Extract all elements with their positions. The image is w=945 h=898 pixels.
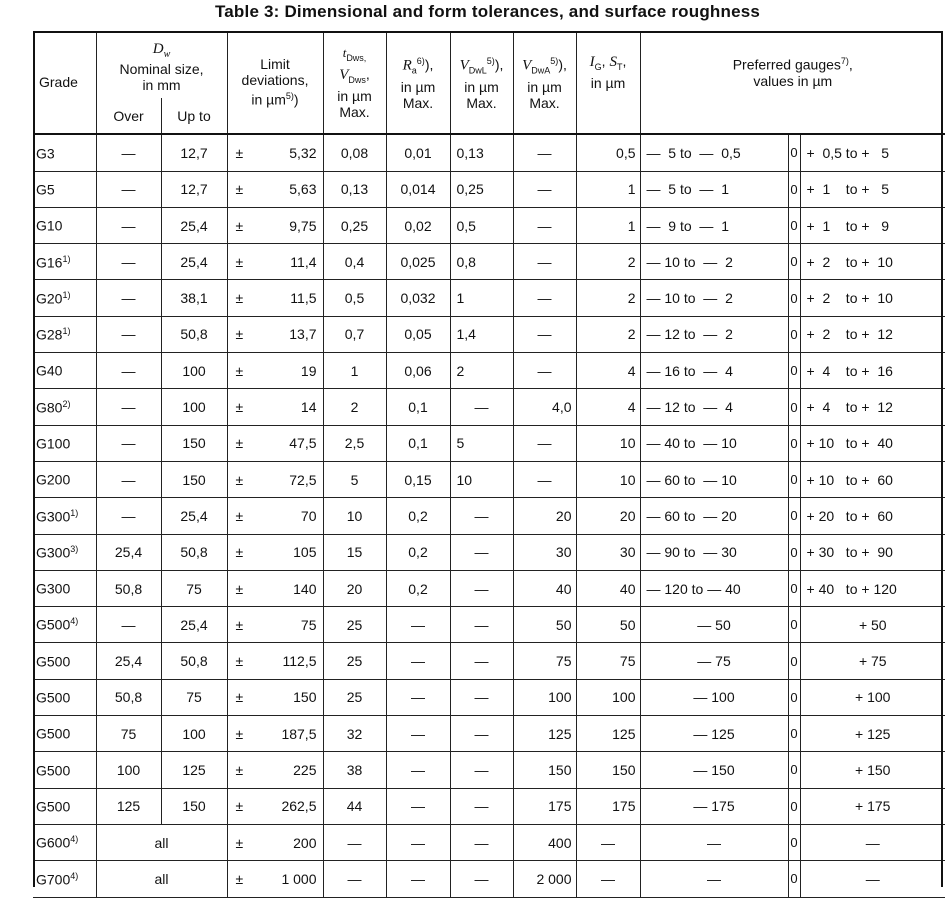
cell-vdwl: 2 bbox=[450, 353, 513, 389]
cell-ig-st: 2 bbox=[576, 280, 640, 316]
cell-ra: — bbox=[386, 607, 450, 643]
cell-limit-deviation: ± 19 bbox=[227, 353, 323, 389]
table-row bbox=[33, 280, 945, 316]
table-row bbox=[33, 134, 945, 171]
cell-vdwl: — bbox=[450, 643, 513, 679]
cell-gauge-negative: — 100 bbox=[640, 679, 788, 715]
cell-vdwa: — bbox=[513, 280, 576, 316]
cell-over: 50,8 bbox=[96, 570, 161, 606]
header-preferred-gauges: Preferred gauges$^{7)}$, values in µm bbox=[640, 31, 945, 134]
table-row bbox=[33, 607, 945, 643]
cell-tdws: 25 bbox=[323, 643, 386, 679]
cell-grade: G300 bbox=[33, 570, 96, 606]
cell-ra: 0,15 bbox=[386, 461, 450, 497]
cell-gauge-negative: — 12 to — 2 bbox=[640, 316, 788, 352]
cell-nominal-all: all bbox=[96, 861, 227, 897]
cell-grade: G500 bbox=[33, 788, 96, 824]
cell-grade: G300$^{1)}$ bbox=[33, 498, 96, 534]
cell-upto: 150 bbox=[161, 425, 227, 461]
table-row bbox=[33, 679, 945, 715]
cell-gauge-positive: + 150 bbox=[800, 752, 945, 788]
cell-ig-st: 150 bbox=[576, 752, 640, 788]
cell-over: — bbox=[96, 280, 161, 316]
header-vdwl: $V_{DwL}^{5)}$), in µm Max. bbox=[450, 31, 513, 134]
cell-gauge-negative: — 50 bbox=[640, 607, 788, 643]
cell-over: — bbox=[96, 134, 161, 171]
cell-gauge-negative: — 125 bbox=[640, 716, 788, 752]
cell-gauge-zero: 0 bbox=[788, 280, 800, 316]
cell-upto: 25,4 bbox=[161, 207, 227, 243]
cell-vdwl: — bbox=[450, 679, 513, 715]
cell-vdwa: — bbox=[513, 244, 576, 280]
cell-gauge-negative: — 120 to — 40 bbox=[640, 570, 788, 606]
header-tdws-vdws: $t_{Dws,}$ $V_{Dws}$, in µm Max. bbox=[323, 31, 386, 134]
cell-ra: 0,1 bbox=[386, 389, 450, 425]
cell-over: — bbox=[96, 353, 161, 389]
cell-over: — bbox=[96, 607, 161, 643]
cell-tdws: 0,5 bbox=[323, 280, 386, 316]
cell-vdwl: 5 bbox=[450, 425, 513, 461]
cell-gauge-negative: — 175 bbox=[640, 788, 788, 824]
cell-gauge-negative: — 12 to — 4 bbox=[640, 389, 788, 425]
cell-gauge-zero: 0 bbox=[788, 425, 800, 461]
table-row bbox=[33, 461, 945, 497]
cell-grade: G700$^{4)}$ bbox=[33, 861, 96, 897]
cell-vdwl: — bbox=[450, 498, 513, 534]
cell-over: — bbox=[96, 244, 161, 280]
cell-tdws: 0,4 bbox=[323, 244, 386, 280]
cell-limit-deviation: ± 14 bbox=[227, 389, 323, 425]
cell-tdws: 10 bbox=[323, 498, 386, 534]
cell-grade: G500$^{4)}$ bbox=[33, 607, 96, 643]
cell-gauge-zero: 0 bbox=[788, 171, 800, 207]
cell-ra: — bbox=[386, 716, 450, 752]
cell-limit-deviation: ± 112,5 bbox=[227, 643, 323, 679]
cell-over: — bbox=[96, 389, 161, 425]
cell-grade: G16$^{1)}$ bbox=[33, 244, 96, 280]
table-row bbox=[33, 389, 945, 425]
cell-limit-deviation: ± 75 bbox=[227, 607, 323, 643]
cell-upto: 50,8 bbox=[161, 643, 227, 679]
table-row bbox=[33, 171, 945, 207]
cell-vdwa: 150 bbox=[513, 752, 576, 788]
cell-gauge-positive: + 10 to + 60 bbox=[800, 461, 945, 497]
header-ra: $R_a^{6)}$), in µm Max. bbox=[386, 31, 450, 134]
cell-upto: 75 bbox=[161, 679, 227, 715]
cell-upto: 38,1 bbox=[161, 280, 227, 316]
cell-vdwl: 1 bbox=[450, 280, 513, 316]
table-row bbox=[33, 824, 945, 860]
cell-gauge-negative: — 75 bbox=[640, 643, 788, 679]
cell-limit-deviation: ± 47,5 bbox=[227, 425, 323, 461]
cell-gauge-positive: + 2 to + 10 bbox=[800, 280, 945, 316]
cell-gauge-zero: 0 bbox=[788, 498, 800, 534]
cell-over: 25,4 bbox=[96, 643, 161, 679]
cell-vdwa: 30 bbox=[513, 534, 576, 570]
cell-upto: 150 bbox=[161, 788, 227, 824]
cell-tdws: 2 bbox=[323, 389, 386, 425]
cell-limit-deviation: ± 9,75 bbox=[227, 207, 323, 243]
cell-vdwa: 2 000 bbox=[513, 861, 576, 897]
cell-grade: G500 bbox=[33, 752, 96, 788]
cell-vdwa: — bbox=[513, 207, 576, 243]
cell-vdwl: 0,8 bbox=[450, 244, 513, 280]
cell-grade: G200 bbox=[33, 461, 96, 497]
cell-over: — bbox=[96, 498, 161, 534]
cell-gauge-positive: + 75 bbox=[800, 643, 945, 679]
cell-gauge-negative: — 9 to — 1 bbox=[640, 207, 788, 243]
cell-limit-deviation: ± 262,5 bbox=[227, 788, 323, 824]
cell-gauge-positive: + 125 bbox=[800, 716, 945, 752]
cell-over: — bbox=[96, 461, 161, 497]
cell-vdwa: — bbox=[513, 171, 576, 207]
cell-ig-st: 75 bbox=[576, 643, 640, 679]
cell-gauge-zero: 0 bbox=[788, 679, 800, 715]
cell-gauge-zero: 0 bbox=[788, 389, 800, 425]
cell-tdws: 2,5 bbox=[323, 425, 386, 461]
cell-vdwl: — bbox=[450, 861, 513, 897]
cell-gauge-negative: — bbox=[640, 861, 788, 897]
cell-gauge-positive: + 30 to + 90 bbox=[800, 534, 945, 570]
header-upto: Up to bbox=[161, 98, 227, 134]
cell-upto: 75 bbox=[161, 570, 227, 606]
cell-gauge-zero: 0 bbox=[788, 716, 800, 752]
cell-grade: G80$^{2)}$ bbox=[33, 389, 96, 425]
cell-ig-st: — bbox=[576, 824, 640, 860]
cell-ra: — bbox=[386, 788, 450, 824]
cell-vdwl: 10 bbox=[450, 461, 513, 497]
cell-grade: G40 bbox=[33, 353, 96, 389]
cell-upto: 100 bbox=[161, 389, 227, 425]
cell-gauge-zero: 0 bbox=[788, 461, 800, 497]
cell-grade: G5 bbox=[33, 171, 96, 207]
cell-ra: 0,05 bbox=[386, 316, 450, 352]
cell-gauge-positive: + 4 to + 16 bbox=[800, 353, 945, 389]
cell-vdwl: 0,25 bbox=[450, 171, 513, 207]
cell-vdwa: 125 bbox=[513, 716, 576, 752]
cell-limit-deviation: ± 11,4 bbox=[227, 244, 323, 280]
cell-vdwl: — bbox=[450, 788, 513, 824]
tolerance-table bbox=[33, 31, 945, 898]
cell-grade: G10 bbox=[33, 207, 96, 243]
cell-ig-st: 20 bbox=[576, 498, 640, 534]
cell-gauge-zero: 0 bbox=[788, 607, 800, 643]
cell-tdws: 0,25 bbox=[323, 207, 386, 243]
header-vdwa: $V_{DwA}^{5)}$), in µm Max. bbox=[513, 31, 576, 134]
cell-tdws: 0,08 bbox=[323, 134, 386, 171]
cell-gauge-zero: 0 bbox=[788, 570, 800, 606]
cell-gauge-negative: — 10 to — 2 bbox=[640, 244, 788, 280]
cell-ra: 0,06 bbox=[386, 353, 450, 389]
cell-grade: G28$^{1)}$ bbox=[33, 316, 96, 352]
cell-gauge-positive: + 2 to + 10 bbox=[800, 244, 945, 280]
cell-upto: 12,7 bbox=[161, 171, 227, 207]
cell-gauge-zero: 0 bbox=[788, 353, 800, 389]
cell-vdwa: — bbox=[513, 353, 576, 389]
cell-grade: G100 bbox=[33, 425, 96, 461]
table-row bbox=[33, 861, 945, 897]
table-row bbox=[33, 788, 945, 824]
cell-tdws: — bbox=[323, 861, 386, 897]
cell-gauge-negative: — bbox=[640, 824, 788, 860]
cell-vdwl: — bbox=[450, 534, 513, 570]
header-over: Over bbox=[96, 98, 161, 134]
cell-upto: 25,4 bbox=[161, 498, 227, 534]
cell-vdwa: 175 bbox=[513, 788, 576, 824]
cell-ra: 0,025 bbox=[386, 244, 450, 280]
cell-ra: 0,02 bbox=[386, 207, 450, 243]
cell-gauge-positive: + 40 to + 120 bbox=[800, 570, 945, 606]
cell-over: 50,8 bbox=[96, 679, 161, 715]
cell-grade: G600$^{4)}$ bbox=[33, 824, 96, 860]
cell-ra: — bbox=[386, 861, 450, 897]
cell-gauge-negative: — 40 to — 10 bbox=[640, 425, 788, 461]
cell-ig-st: 4 bbox=[576, 353, 640, 389]
cell-upto: 50,8 bbox=[161, 534, 227, 570]
cell-limit-deviation: ± 13,7 bbox=[227, 316, 323, 352]
cell-tdws: 44 bbox=[323, 788, 386, 824]
cell-grade: G500 bbox=[33, 679, 96, 715]
cell-ig-st: 125 bbox=[576, 716, 640, 752]
cell-tdws: 32 bbox=[323, 716, 386, 752]
cell-gauge-positive: + 10 to + 40 bbox=[800, 425, 945, 461]
cell-ra: 0,2 bbox=[386, 570, 450, 606]
cell-gauge-negative: — 60 to — 20 bbox=[640, 498, 788, 534]
cell-over: — bbox=[96, 316, 161, 352]
cell-upto: 25,4 bbox=[161, 607, 227, 643]
cell-vdwl: — bbox=[450, 570, 513, 606]
cell-tdws: 25 bbox=[323, 679, 386, 715]
cell-ig-st: 50 bbox=[576, 607, 640, 643]
cell-vdwl: — bbox=[450, 824, 513, 860]
cell-tdws: 5 bbox=[323, 461, 386, 497]
cell-gauge-zero: 0 bbox=[788, 824, 800, 860]
cell-ig-st: 0,5 bbox=[576, 134, 640, 171]
cell-gauge-positive: + 100 bbox=[800, 679, 945, 715]
cell-over: 25,4 bbox=[96, 534, 161, 570]
table-row bbox=[33, 244, 945, 280]
cell-ra: 0,1 bbox=[386, 425, 450, 461]
cell-tdws: 15 bbox=[323, 534, 386, 570]
cell-limit-deviation: ± 200 bbox=[227, 824, 323, 860]
cell-upto: 125 bbox=[161, 752, 227, 788]
cell-limit-deviation: ± 5,63 bbox=[227, 171, 323, 207]
cell-ig-st: 10 bbox=[576, 461, 640, 497]
cell-vdwl: 0,13 bbox=[450, 134, 513, 171]
cell-ig-st: 10 bbox=[576, 425, 640, 461]
cell-gauge-zero: 0 bbox=[788, 788, 800, 824]
cell-vdwa: — bbox=[513, 316, 576, 352]
cell-ra: 0,01 bbox=[386, 134, 450, 171]
cell-grade: G300$^{3)}$ bbox=[33, 534, 96, 570]
table-row bbox=[33, 752, 945, 788]
table-row bbox=[33, 498, 945, 534]
cell-vdwl: — bbox=[450, 716, 513, 752]
cell-limit-deviation: ± 1 000 bbox=[227, 861, 323, 897]
cell-gauge-positive: + 175 bbox=[800, 788, 945, 824]
cell-ig-st: 30 bbox=[576, 534, 640, 570]
cell-gauge-positive: + 1 to + 9 bbox=[800, 207, 945, 243]
cell-gauge-positive: + 20 to + 60 bbox=[800, 498, 945, 534]
cell-ig-st: 1 bbox=[576, 171, 640, 207]
cell-ig-st: 4 bbox=[576, 389, 640, 425]
cell-gauge-zero: 0 bbox=[788, 643, 800, 679]
cell-grade: G500 bbox=[33, 643, 96, 679]
cell-tdws: 25 bbox=[323, 607, 386, 643]
cell-vdwa: — bbox=[513, 461, 576, 497]
cell-limit-deviation: ± 5,32 bbox=[227, 134, 323, 171]
cell-grade: G500 bbox=[33, 716, 96, 752]
table-row bbox=[33, 643, 945, 679]
cell-ra: — bbox=[386, 824, 450, 860]
cell-limit-deviation: ± 11,5 bbox=[227, 280, 323, 316]
cell-gauge-positive: + 1 to + 5 bbox=[800, 171, 945, 207]
cell-ig-st: 100 bbox=[576, 679, 640, 715]
cell-vdwl: — bbox=[450, 752, 513, 788]
cell-gauge-zero: 0 bbox=[788, 207, 800, 243]
cell-gauge-zero: 0 bbox=[788, 244, 800, 280]
cell-gauge-positive: + 0,5 to + 5 bbox=[800, 134, 945, 171]
cell-tdws: — bbox=[323, 824, 386, 860]
cell-over: — bbox=[96, 207, 161, 243]
cell-gauge-negative: — 150 bbox=[640, 752, 788, 788]
cell-ig-st: 40 bbox=[576, 570, 640, 606]
cell-ig-st: 1 bbox=[576, 207, 640, 243]
cell-vdwa: 20 bbox=[513, 498, 576, 534]
table-row bbox=[33, 207, 945, 243]
cell-ra: 0,2 bbox=[386, 498, 450, 534]
cell-gauge-zero: 0 bbox=[788, 316, 800, 352]
cell-gauge-positive: — bbox=[800, 824, 945, 860]
cell-ra: 0,032 bbox=[386, 280, 450, 316]
cell-gauge-positive: + 2 to + 12 bbox=[800, 316, 945, 352]
cell-nominal-all: all bbox=[96, 824, 227, 860]
cell-ig-st: 2 bbox=[576, 316, 640, 352]
table-row bbox=[33, 316, 945, 352]
cell-limit-deviation: ± 225 bbox=[227, 752, 323, 788]
table-body bbox=[33, 134, 945, 897]
cell-tdws: 20 bbox=[323, 570, 386, 606]
cell-tdws: 38 bbox=[323, 752, 386, 788]
cell-over: — bbox=[96, 425, 161, 461]
cell-upto: 100 bbox=[161, 353, 227, 389]
cell-gauge-zero: 0 bbox=[788, 752, 800, 788]
header-ig-st: $I_G$, $S_T$, in µm bbox=[576, 31, 640, 134]
cell-vdwl: — bbox=[450, 607, 513, 643]
cell-tdws: 1 bbox=[323, 353, 386, 389]
cell-ra: — bbox=[386, 752, 450, 788]
cell-ig-st: 2 bbox=[576, 244, 640, 280]
table-title: Table 3: Dimensional and form tolerances, and surface roughness bbox=[214, 2, 761, 21]
table-row bbox=[33, 534, 945, 570]
table-row bbox=[33, 425, 945, 461]
cell-vdwl: 0,5 bbox=[450, 207, 513, 243]
header-limit-deviations: Limit deviations, in µm$^{5)}$) bbox=[227, 31, 323, 134]
cell-ra: — bbox=[386, 679, 450, 715]
cell-ra: 0,2 bbox=[386, 534, 450, 570]
cell-vdwa: 100 bbox=[513, 679, 576, 715]
cell-grade: G3 bbox=[33, 134, 96, 171]
cell-vdwa: — bbox=[513, 134, 576, 171]
cell-vdwl: — bbox=[450, 389, 513, 425]
cell-gauge-negative: — 90 to — 30 bbox=[640, 534, 788, 570]
cell-gauge-zero: 0 bbox=[788, 861, 800, 897]
cell-gauge-negative: — 60 to — 10 bbox=[640, 461, 788, 497]
cell-vdwa: 75 bbox=[513, 643, 576, 679]
cell-vdwa: 50 bbox=[513, 607, 576, 643]
cell-vdwa: 400 bbox=[513, 824, 576, 860]
table-row bbox=[33, 716, 945, 752]
cell-limit-deviation: ± 150 bbox=[227, 679, 323, 715]
cell-ig-st: — bbox=[576, 861, 640, 897]
header-nominal-size: $D_w$ Nominal size, in mm bbox=[96, 31, 227, 98]
cell-vdwl: 1,4 bbox=[450, 316, 513, 352]
cell-upto: 100 bbox=[161, 716, 227, 752]
cell-vdwa: 40 bbox=[513, 570, 576, 606]
cell-gauge-zero: 0 bbox=[788, 134, 800, 171]
cell-over: 100 bbox=[96, 752, 161, 788]
cell-vdwa: — bbox=[513, 425, 576, 461]
cell-gauge-negative: — 5 to — 1 bbox=[640, 171, 788, 207]
cell-gauge-zero: 0 bbox=[788, 534, 800, 570]
cell-limit-deviation: ± 105 bbox=[227, 534, 323, 570]
cell-upto: 150 bbox=[161, 461, 227, 497]
table-header bbox=[33, 31, 945, 134]
cell-gauge-positive: + 50 bbox=[800, 607, 945, 643]
cell-over: — bbox=[96, 171, 161, 207]
cell-ra: 0,014 bbox=[386, 171, 450, 207]
cell-upto: 50,8 bbox=[161, 316, 227, 352]
cell-upto: 25,4 bbox=[161, 244, 227, 280]
cell-limit-deviation: ± 140 bbox=[227, 570, 323, 606]
cell-gauge-positive: — bbox=[800, 861, 945, 897]
cell-gauge-positive: + 4 to + 12 bbox=[800, 389, 945, 425]
cell-over: 75 bbox=[96, 716, 161, 752]
cell-ra: — bbox=[386, 643, 450, 679]
header-grade: Grade bbox=[33, 31, 96, 134]
cell-limit-deviation: ± 187,5 bbox=[227, 716, 323, 752]
cell-over: 125 bbox=[96, 788, 161, 824]
cell-gauge-negative: — 16 to — 4 bbox=[640, 353, 788, 389]
cell-vdwa: 4,0 bbox=[513, 389, 576, 425]
cell-limit-deviation: ± 72,5 bbox=[227, 461, 323, 497]
table-row bbox=[33, 353, 945, 389]
cell-limit-deviation: ± 70 bbox=[227, 498, 323, 534]
table-row bbox=[33, 570, 945, 606]
cell-gauge-negative: — 10 to — 2 bbox=[640, 280, 788, 316]
cell-tdws: 0,13 bbox=[323, 171, 386, 207]
cell-upto: 12,7 bbox=[161, 134, 227, 171]
cell-tdws: 0,7 bbox=[323, 316, 386, 352]
cell-grade: G20$^{1)}$ bbox=[33, 280, 96, 316]
cell-gauge-negative: — 5 to — 0,5 bbox=[640, 134, 788, 171]
cell-ig-st: 175 bbox=[576, 788, 640, 824]
